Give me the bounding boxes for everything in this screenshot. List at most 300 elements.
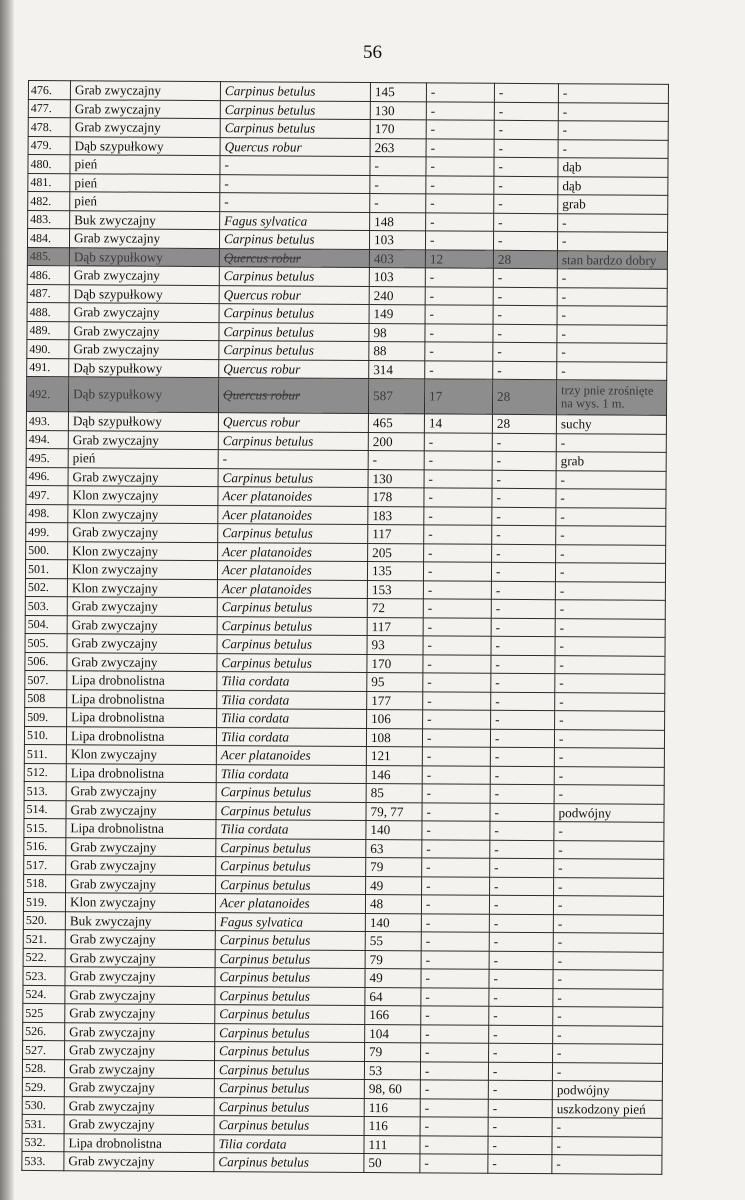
cell-polish-name: Grab zwyczajny [67, 652, 217, 671]
cell-height: - [492, 488, 556, 507]
cell-diameter: - [422, 747, 490, 766]
cell-polish-name: pień [70, 192, 220, 211]
cell-latin-name: Carpinus betulus [215, 1005, 365, 1024]
cell-latin-name: Acer platanoides [217, 561, 367, 580]
cell-row-number: 499. [26, 522, 68, 541]
cell-circumference: 49 [366, 876, 422, 895]
cell-latin-name: - [218, 450, 368, 469]
cell-row-number: 482. [28, 191, 70, 210]
cell-polish-name: Grab zwyczajny [67, 634, 217, 653]
cell-remarks: dąb [558, 176, 668, 195]
cell-row-number: 527. [23, 1040, 65, 1059]
cell-height: - [490, 784, 554, 803]
cell-latin-name: Quercus robur [220, 137, 370, 156]
cell-latin-name: Carpinus betulus [214, 1097, 364, 1116]
cell-polish-name: Grab zwyczajny [64, 1152, 214, 1171]
cell-height: - [491, 673, 555, 692]
cell-remarks: - [554, 729, 664, 748]
cell-latin-name: Carpinus betulus [219, 322, 369, 341]
cell-polish-name: Grab zwyczajny [69, 303, 219, 322]
cell-polish-name: Grab zwyczajny [68, 467, 218, 486]
cell-circumference: 116 [364, 1117, 420, 1136]
cell-latin-name: Carpinus betulus [216, 875, 366, 894]
cell-height: - [488, 1117, 552, 1136]
cell-remarks: grab [556, 452, 666, 471]
cell-height: - [494, 102, 558, 121]
cell-row-number: 494. [26, 430, 68, 449]
cell-circumference: 121 [366, 747, 422, 766]
cell-diameter: - [420, 1061, 488, 1080]
cell-polish-name: Grab zwyczajny [70, 99, 220, 118]
cell-diameter: - [426, 212, 494, 231]
cell-remarks: - [555, 581, 665, 600]
cell-polish-name: pień [68, 449, 218, 468]
cell-latin-name: Carpinus betulus [214, 1116, 364, 1135]
cell-circumference: 205 [368, 543, 424, 562]
cell-latin-name: Carpinus betulus [215, 1042, 365, 1061]
cell-polish-name: Lipa drobnolistna [67, 708, 217, 727]
cell-latin-name: Acer platanoides [218, 487, 368, 506]
cell-circumference: 153 [367, 580, 423, 599]
cell-remarks: - [554, 822, 664, 841]
cell-row-number: 498. [26, 504, 68, 523]
cell-diameter: - [423, 710, 491, 729]
cell-diameter: - [426, 120, 494, 139]
cell-diameter: - [422, 784, 490, 803]
cell-row-number: 481. [28, 173, 70, 192]
cell-remarks: - [556, 526, 666, 545]
cell-row-number: 525 [23, 1003, 65, 1022]
page-number: 56 [363, 42, 382, 63]
cell-latin-name: Carpinus betulus [214, 1079, 364, 1098]
cell-remarks: - [557, 232, 667, 251]
cell-latin-name: Tilia cordata [216, 820, 366, 839]
cell-circumference: 48 [365, 895, 421, 914]
cell-latin-name: Carpinus betulus [217, 598, 367, 617]
cell-diameter: - [422, 821, 490, 840]
cell-circumference: 93 [367, 636, 423, 655]
cell-latin-name: - [220, 193, 370, 212]
cell-height: - [494, 213, 558, 232]
cell-remarks: - [554, 877, 664, 896]
cell-row-number: 477. [28, 99, 70, 118]
cell-circumference: 106 [367, 710, 423, 729]
cell-polish-name: Grab zwyczajny [65, 948, 215, 967]
cell-circumference: 98 [369, 323, 425, 342]
cell-remarks: - [558, 121, 668, 140]
cell-diameter: - [424, 525, 492, 544]
cell-latin-name: Tilia cordata [214, 1134, 364, 1153]
cell-latin-name: Carpinus betulus [220, 119, 370, 138]
cell-diameter: - [422, 876, 490, 895]
cell-row-number: 507. [25, 670, 67, 689]
cell-remarks: - [554, 859, 664, 878]
cell-height: - [488, 1062, 552, 1081]
cell-polish-name: Klon zwyczajny [65, 893, 215, 912]
cell-polish-name: Grab zwyczajny [69, 229, 219, 248]
cell-height: - [490, 766, 554, 785]
cell-height: - [494, 139, 558, 158]
cell-row-number: 489. [27, 321, 69, 340]
cell-polish-name: Dąb szypułkowy [69, 247, 219, 266]
cell-circumference: 263 [370, 138, 426, 157]
cell-row-number: 487. [27, 284, 69, 303]
cell-latin-name: Carpinus betulus [215, 968, 365, 987]
cell-row-number: 501. [25, 559, 67, 578]
cell-polish-name: Lipa drobnolistna [66, 726, 216, 745]
cell-height: - [491, 710, 555, 729]
cell-diameter: - [422, 839, 490, 858]
cell-row-number: 497. [26, 485, 68, 504]
cell-row-number: 490. [27, 339, 69, 358]
cell-row-number: 526. [23, 1022, 65, 1041]
cell-latin-name: Carpinus betulus [219, 304, 369, 323]
cell-circumference: 49 [365, 969, 421, 988]
cell-circumference: 79 [365, 950, 421, 969]
cell-row-number: 478. [28, 117, 70, 136]
cell-row-number: 515. [24, 818, 66, 837]
cell-latin-name: Quercus robur [219, 285, 369, 304]
cell-circumference: 166 [365, 1006, 421, 1025]
cell-latin-name: Carpinus betulus [215, 1023, 365, 1042]
cell-polish-name: Grab zwyczajny [70, 118, 220, 137]
cell-circumference: 587 [368, 379, 424, 414]
cell-polish-name: Grab zwyczajny [65, 967, 215, 986]
cell-diameter: - [426, 175, 494, 194]
cell-polish-name: Klon zwyczajny [66, 745, 216, 764]
cell-polish-name: Grab zwyczajny [67, 615, 217, 634]
cell-polish-name: pień [70, 173, 220, 192]
cell-circumference: - [370, 194, 426, 213]
cell-row-number: 516. [24, 837, 66, 856]
cell-latin-name: Quercus robur [218, 378, 368, 414]
cell-remarks: dąb [558, 158, 668, 177]
cell-height: - [488, 1136, 552, 1155]
cell-diameter: - [420, 1117, 488, 1136]
cell-height: - [491, 636, 555, 655]
cell-remarks: grab [558, 195, 668, 214]
cell-diameter: - [424, 506, 492, 525]
cell-row-number: 528. [22, 1059, 64, 1078]
cell-latin-name: Tilia cordata [217, 690, 367, 709]
cell-diameter: - [426, 83, 494, 102]
cell-remarks: - [553, 988, 663, 1007]
cell-height: - [492, 507, 556, 526]
cell-latin-name: Carpinus betulus [219, 267, 369, 286]
cell-diameter: - [425, 360, 493, 379]
cell-row-number: 529. [22, 1077, 64, 1096]
cell-diameter: - [420, 1135, 488, 1154]
cell-latin-name: Carpinus betulus [218, 468, 368, 487]
cell-circumference: 177 [367, 691, 423, 710]
cell-circumference: 135 [367, 562, 423, 581]
cell-remarks: - [553, 914, 663, 933]
cell-polish-name: Grab zwyczajny [69, 321, 219, 340]
cell-height: - [489, 895, 553, 914]
cell-row-number: 480. [28, 154, 70, 173]
tree-inventory-table [21, 80, 669, 1174]
cell-height: - [491, 599, 555, 618]
cell-diameter: - [424, 543, 492, 562]
cell-remarks: podwójny [554, 803, 664, 822]
cell-circumference: 95 [367, 673, 423, 692]
cell-row-number: 517. [24, 855, 66, 874]
cell-circumference: 108 [366, 728, 422, 747]
cell-remarks: - [553, 970, 663, 989]
cell-row-number: 533. [22, 1151, 64, 1170]
cell-remarks: suchy [556, 415, 666, 434]
cell-circumference: 103 [369, 231, 425, 250]
cell-remarks: - [557, 324, 667, 343]
cell-row-number: 518. [24, 874, 66, 893]
cell-diameter: - [420, 1080, 488, 1099]
cell-diameter: - [426, 101, 494, 120]
cell-height: - [491, 692, 555, 711]
cell-height: - [489, 951, 553, 970]
cell-diameter: - [422, 802, 490, 821]
cell-remarks: - [555, 563, 665, 582]
cell-height: - [489, 932, 553, 951]
cell-row-number: 488. [27, 302, 69, 321]
cell-circumference: 117 [368, 525, 424, 544]
cell-height: - [493, 287, 557, 306]
cell-polish-name: Grab zwyczajny [66, 800, 216, 819]
book-binding-shadow [0, 0, 14, 1200]
cell-circumference: 103 [369, 268, 425, 287]
cell-diameter: - [423, 691, 491, 710]
cell-circumference: 79, 77 [366, 802, 422, 821]
cell-latin-name: Fagus sylvatica [220, 211, 370, 230]
cell-diameter: - [421, 895, 489, 914]
cell-remarks: - [556, 433, 666, 452]
cell-latin-name: - [220, 174, 370, 193]
cell-circumference: 79 [366, 858, 422, 877]
table-body [22, 80, 669, 1173]
cell-latin-name: Carpinus betulus [214, 1153, 364, 1172]
cell-diameter: 17 [424, 379, 492, 414]
cell-circumference: 85 [366, 784, 422, 803]
cell-row-number: 491. [27, 358, 69, 377]
cell-latin-name: Carpinus betulus [215, 986, 365, 1005]
cell-row-number: 485. [27, 247, 69, 266]
cell-polish-name: Dąb szypułkowy [68, 377, 218, 413]
cell-diameter: - [424, 432, 492, 451]
cell-row-number: 483. [28, 210, 70, 229]
cell-diameter: - [425, 268, 493, 287]
cell-height: - [492, 544, 556, 563]
cell-remarks: - [557, 361, 667, 380]
cell-height: - [491, 562, 555, 581]
cell-remarks: - [556, 470, 666, 489]
cell-row-number: 504. [25, 615, 67, 634]
cell-height: 28 [492, 379, 556, 414]
cell-remarks: - [553, 896, 663, 915]
cell-circumference: 63 [366, 839, 422, 858]
cell-row-number: 521. [23, 929, 65, 948]
cell-latin-name: Carpinus betulus [214, 1060, 364, 1079]
cell-latin-name: Tilia cordata [216, 727, 366, 746]
cell-latin-name: Tilia cordata [216, 764, 366, 783]
cell-row-number: 513. [24, 781, 66, 800]
cell-polish-name: Grab zwyczajny [68, 430, 218, 449]
cell-diameter: - [425, 231, 493, 250]
cell-polish-name: Klon zwyczajny [67, 560, 217, 579]
cell-remarks: - [553, 933, 663, 952]
cell-remarks: - [557, 287, 667, 306]
cell-height: - [490, 729, 554, 748]
cell-remarks: - [555, 655, 665, 674]
cell-height: - [490, 821, 554, 840]
cell-polish-name: Grab zwyczajny [69, 266, 219, 285]
cell-latin-name: Tilia cordata [217, 709, 367, 728]
cell-row-number: 493. [26, 411, 68, 430]
cell-polish-name: Grab zwyczajny [69, 340, 219, 359]
cell-diameter: - [425, 286, 493, 305]
cell-height: - [494, 194, 558, 213]
cell-row-number: 502. [25, 578, 67, 597]
cell-latin-name: Carpinus betulus [218, 524, 368, 543]
cell-row-number: 530. [22, 1096, 64, 1115]
cell-remarks: - [557, 306, 667, 325]
cell-latin-name: Carpinus betulus [216, 838, 366, 857]
cell-diameter: - [424, 488, 492, 507]
cell-remarks: - [557, 343, 667, 362]
cell-diameter: - [425, 342, 493, 361]
cell-row-number: 506. [25, 652, 67, 671]
cell-diameter: - [421, 1024, 489, 1043]
cell-polish-name: Grab zwyczajny [67, 597, 217, 616]
cell-remarks: - [552, 1155, 662, 1174]
cell-polish-name: Dąb szypułkowy [69, 358, 219, 377]
cell-height: - [490, 747, 554, 766]
cell-height: - [492, 451, 556, 470]
cell-circumference: 140 [365, 913, 421, 932]
cell-polish-name: Grab zwyczajny [65, 1022, 215, 1041]
cell-remarks: - [553, 951, 663, 970]
cell-height: - [489, 988, 553, 1007]
cell-circumference: 183 [368, 506, 424, 525]
cell-height: - [492, 433, 556, 452]
cell-remarks: - [553, 1007, 663, 1026]
cell-polish-name: Grab zwyczajny [66, 837, 216, 856]
cell-row-number: 476. [28, 80, 70, 99]
cell-circumference: 170 [370, 120, 426, 139]
cell-circumference: 240 [369, 286, 425, 305]
cell-latin-name: - [220, 156, 370, 175]
cell-latin-name: Fagus sylvatica [215, 912, 365, 931]
cell-height: - [491, 655, 555, 674]
cell-row-number: 522. [23, 948, 65, 967]
cell-row-number: 495. [26, 448, 68, 467]
cell-polish-name: Grab zwyczajny [64, 1096, 214, 1115]
cell-remarks: - [556, 544, 666, 563]
cell-remarks: stan bardzo dobry [557, 250, 667, 269]
cell-latin-name: Quercus robur [219, 248, 369, 267]
cell-remarks: uszkodzony pień [552, 1099, 662, 1118]
cell-remarks: podwójny [552, 1081, 662, 1100]
cell-circumference: 116 [364, 1098, 420, 1117]
cell-remarks: - [555, 618, 665, 637]
cell-polish-name: Grab zwyczajny [65, 930, 215, 949]
cell-latin-name: Carpinus betulus [215, 931, 365, 950]
cell-circumference: 98, 60 [364, 1080, 420, 1099]
cell-polish-name: Buk zwyczajny [65, 911, 215, 930]
cell-height: - [489, 1043, 553, 1062]
cell-diameter: - [423, 636, 491, 655]
cell-height: 28 [492, 414, 556, 433]
cell-remarks: - [553, 1044, 663, 1063]
cell-polish-name: Grab zwyczajny [70, 81, 220, 100]
cell-polish-name: Dąb szypułkowy [69, 284, 219, 303]
cell-height: - [493, 268, 557, 287]
cell-row-number: 508 [25, 689, 67, 708]
cell-latin-name: Acer platanoides [215, 894, 365, 913]
cell-polish-name: Klon zwyczajny [68, 504, 218, 523]
cell-remarks: - [555, 600, 665, 619]
cell-latin-name: Carpinus betulus [215, 949, 365, 968]
cell-polish-name: Klon zwyczajny [68, 541, 218, 560]
cell-circumference: - [370, 175, 426, 194]
cell-polish-name: Klon zwyczajny [67, 578, 217, 597]
cell-height: - [493, 324, 557, 343]
cell-row-number: 523. [23, 966, 65, 985]
cell-circumference: 55 [365, 932, 421, 951]
cell-diameter: - [422, 858, 490, 877]
cell-circumference: 117 [367, 617, 423, 636]
cell-latin-name: Acer platanoides [218, 542, 368, 561]
cell-circumference: - [368, 451, 424, 470]
cell-diameter: 14 [424, 414, 492, 433]
cell-diameter: - [421, 932, 489, 951]
cell-polish-name: Grab zwyczajny [64, 1078, 214, 1097]
cell-circumference: - [370, 157, 426, 176]
cell-height: - [489, 1025, 553, 1044]
cell-circumference: 140 [366, 821, 422, 840]
cell-remarks: - [554, 748, 664, 767]
cell-circumference: 130 [370, 101, 426, 120]
cell-height: - [493, 342, 557, 361]
cell-diameter: - [420, 1098, 488, 1117]
cell-polish-name: Dąb szypułkowy [70, 136, 220, 155]
cell-row-number: 511. [24, 744, 66, 763]
cell-latin-name: Quercus robur [219, 359, 369, 378]
cell-circumference: 88 [369, 342, 425, 361]
cell-latin-name: Carpinus betulus [216, 783, 366, 802]
cell-polish-name: Grab zwyczajny [66, 874, 216, 893]
cell-diameter: - [422, 728, 490, 747]
cell-remarks: - [553, 1025, 663, 1044]
cell-diameter: - [423, 617, 491, 636]
cell-polish-name: Dąb szypułkowy [68, 412, 218, 431]
cell-circumference: 178 [368, 488, 424, 507]
cell-latin-name: Acer platanoides [218, 505, 368, 524]
cell-polish-name: Grab zwyczajny [64, 1059, 214, 1078]
cell-diameter: - [424, 469, 492, 488]
cell-remarks: - [552, 1118, 662, 1137]
cell-circumference: 64 [365, 987, 421, 1006]
cell-latin-name: Carpinus betulus [220, 100, 370, 119]
cell-circumference: 149 [369, 305, 425, 324]
cell-remarks: - [555, 674, 665, 693]
cell-row-number: 484. [27, 228, 69, 247]
cell-remarks: - [552, 1062, 662, 1081]
cell-diameter: - [421, 987, 489, 1006]
cell-circumference: 403 [369, 249, 425, 268]
cell-row-number: 532. [22, 1133, 64, 1152]
cell-polish-name: Lipa drobnolistna [67, 689, 217, 708]
cell-height: - [490, 803, 554, 822]
cell-polish-name: Grab zwyczajny [64, 1115, 214, 1134]
